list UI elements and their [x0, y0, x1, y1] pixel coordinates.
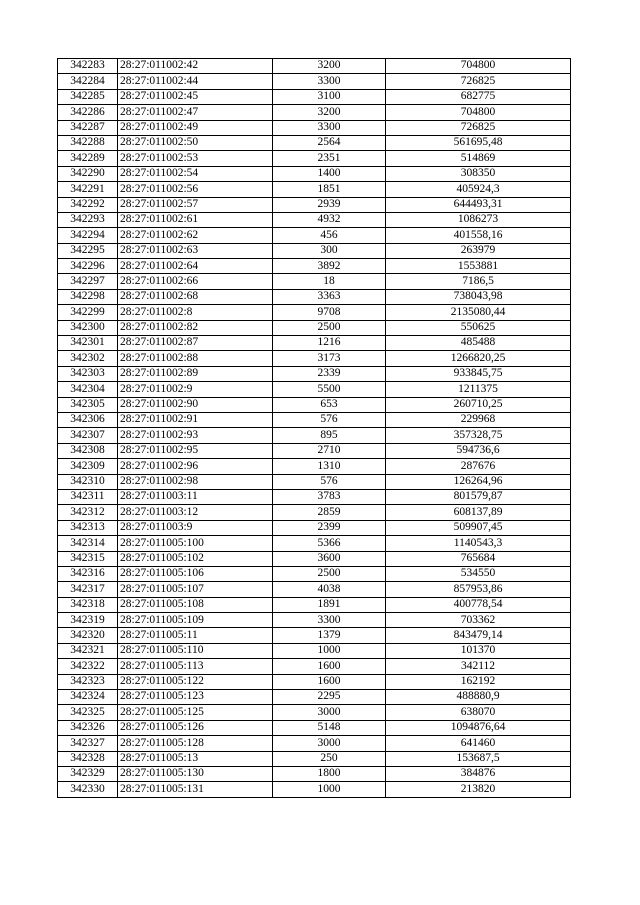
cadastral-number-cell: 28:27:011005:113 — [118, 659, 273, 674]
row-number-cell: 342309 — [58, 459, 118, 474]
row-number-cell: 342294 — [58, 228, 118, 243]
table-row — [58, 474, 571, 489]
cadastral-number-cell: 28:27:011005:108 — [118, 597, 273, 612]
row-number-cell: 342300 — [58, 320, 118, 335]
table-row — [58, 289, 571, 304]
cadastral-value-cell: 608137,89 — [386, 505, 571, 520]
cadastral-number-cell: 28:27:011002:50 — [118, 135, 273, 150]
table-row — [58, 166, 571, 181]
row-number-cell: 342318 — [58, 597, 118, 612]
area-cell: 1000 — [273, 782, 386, 797]
area-cell: 653 — [273, 397, 386, 412]
area-cell: 1400 — [273, 166, 386, 181]
row-number-cell: 342304 — [58, 382, 118, 397]
row-number-cell: 342327 — [58, 736, 118, 751]
table-row — [58, 613, 571, 628]
area-cell: 2859 — [273, 505, 386, 520]
cadastral-number-cell: 28:27:011005:123 — [118, 690, 273, 705]
table-row — [58, 89, 571, 104]
cadastral-value-cell: 126264,96 — [386, 474, 571, 489]
cadastral-number-cell: 28:27:011003:9 — [118, 520, 273, 535]
row-number-cell: 342298 — [58, 289, 118, 304]
area-cell: 3300 — [273, 613, 386, 628]
cadastral-number-cell: 28:27:011005:13 — [118, 751, 273, 766]
cadastral-value-cell: 933845,75 — [386, 366, 571, 381]
area-cell: 3173 — [273, 351, 386, 366]
area-cell: 300 — [273, 243, 386, 258]
area-cell: 1310 — [273, 459, 386, 474]
row-number-cell: 342288 — [58, 135, 118, 150]
table-row — [58, 336, 571, 351]
cadastral-number-cell: 28:27:011002:63 — [118, 243, 273, 258]
cadastral-number-cell: 28:27:011002:53 — [118, 151, 273, 166]
cadastral-number-cell: 28:27:011002:54 — [118, 166, 273, 181]
cadastral-number-cell: 28:27:011002:45 — [118, 89, 273, 104]
cadastral-value-cell: 287676 — [386, 459, 571, 474]
table-row — [58, 766, 571, 781]
table-row — [58, 551, 571, 566]
cadastral-number-cell: 28:27:011003:12 — [118, 505, 273, 520]
cadastral-value-cell: 1086273 — [386, 212, 571, 227]
area-cell: 3783 — [273, 489, 386, 504]
row-number-cell: 342317 — [58, 582, 118, 597]
table-row — [58, 628, 571, 643]
area-cell: 2351 — [273, 151, 386, 166]
table-row — [58, 197, 571, 212]
area-cell: 3600 — [273, 551, 386, 566]
cadastral-value-cell: 1140543,3 — [386, 536, 571, 551]
cadastral-number-cell: 28:27:011002:68 — [118, 289, 273, 304]
row-number-cell: 342289 — [58, 151, 118, 166]
cadastral-number-cell: 28:27:011005:125 — [118, 705, 273, 720]
cadastral-number-cell: 28:27:011005:106 — [118, 566, 273, 581]
cadastral-number-cell: 28:27:011005:126 — [118, 720, 273, 735]
row-number-cell: 342313 — [58, 520, 118, 535]
table-row — [58, 643, 571, 658]
cadastral-value-cell: 843479,14 — [386, 628, 571, 643]
area-cell: 2939 — [273, 197, 386, 212]
cadastral-value-cell: 638070 — [386, 705, 571, 720]
area-cell: 3200 — [273, 105, 386, 120]
cadastral-value-cell: 488880,9 — [386, 690, 571, 705]
row-number-cell: 342301 — [58, 336, 118, 351]
table-row — [58, 736, 571, 751]
table-row — [58, 74, 571, 89]
area-cell: 3000 — [273, 736, 386, 751]
table-row — [58, 659, 571, 674]
row-number-cell: 342292 — [58, 197, 118, 212]
area-cell: 3000 — [273, 705, 386, 720]
cadastral-value-cell: 405924,3 — [386, 182, 571, 197]
cadastral-value-cell: 704800 — [386, 105, 571, 120]
table-row — [58, 351, 571, 366]
cadastral-number-cell: 28:27:011002:89 — [118, 366, 273, 381]
row-number-cell: 342293 — [58, 212, 118, 227]
cadastral-value-cell: 561695,48 — [386, 135, 571, 150]
row-number-cell: 342286 — [58, 105, 118, 120]
row-number-cell: 342308 — [58, 443, 118, 458]
table-row — [58, 259, 571, 274]
cadastral-value-cell: 384876 — [386, 766, 571, 781]
area-cell: 1379 — [273, 628, 386, 643]
cadastral-number-cell: 28:27:011005:100 — [118, 536, 273, 551]
row-number-cell: 342311 — [58, 489, 118, 504]
table-row — [58, 382, 571, 397]
cadastral-value-cell: 1266820,25 — [386, 351, 571, 366]
table-row — [58, 536, 571, 551]
area-cell: 2500 — [273, 320, 386, 335]
row-number-cell: 342306 — [58, 412, 118, 427]
cadastral-number-cell: 28:27:011002:93 — [118, 428, 273, 443]
cadastral-value-cell: 400778,54 — [386, 597, 571, 612]
cadastral-value-cell: 550625 — [386, 320, 571, 335]
table-row — [58, 305, 571, 320]
cadastral-number-cell: 28:27:011002:47 — [118, 105, 273, 120]
area-cell: 250 — [273, 751, 386, 766]
area-cell: 2295 — [273, 690, 386, 705]
area-cell: 1600 — [273, 659, 386, 674]
cadastral-number-cell: 28:27:011002:82 — [118, 320, 273, 335]
row-number-cell: 342324 — [58, 690, 118, 705]
cadastral-number-cell: 28:27:011005:109 — [118, 613, 273, 628]
cadastral-number-cell: 28:27:011002:87 — [118, 336, 273, 351]
cadastral-number-cell: 28:27:011002:44 — [118, 74, 273, 89]
cadastral-value-cell: 401558,16 — [386, 228, 571, 243]
table-row — [58, 120, 571, 135]
table-row — [58, 182, 571, 197]
table-row — [58, 459, 571, 474]
table-row — [58, 489, 571, 504]
table-row — [58, 720, 571, 735]
row-number-cell: 342291 — [58, 182, 118, 197]
row-number-cell: 342302 — [58, 351, 118, 366]
area-cell: 3300 — [273, 120, 386, 135]
cadastral-number-cell: 28:27:011005:110 — [118, 643, 273, 658]
area-cell: 9708 — [273, 305, 386, 320]
table-row — [58, 274, 571, 289]
area-cell: 3100 — [273, 89, 386, 104]
cadastral-value-cell: 357328,75 — [386, 428, 571, 443]
row-number-cell: 342303 — [58, 366, 118, 381]
cadastral-number-cell: 28:27:011002:56 — [118, 182, 273, 197]
row-number-cell: 342312 — [58, 505, 118, 520]
cadastral-value-cell: 801579,87 — [386, 489, 571, 504]
cadastral-number-cell: 28:27:011002:66 — [118, 274, 273, 289]
cadastral-value-cell: 594736,6 — [386, 443, 571, 458]
table-row — [58, 505, 571, 520]
cadastral-number-cell: 28:27:011002:88 — [118, 351, 273, 366]
cadastral-value-cell: 2135080,44 — [386, 305, 571, 320]
row-number-cell: 342315 — [58, 551, 118, 566]
table-row — [58, 428, 571, 443]
row-number-cell: 342285 — [58, 89, 118, 104]
row-number-cell: 342284 — [58, 74, 118, 89]
row-number-cell: 342310 — [58, 474, 118, 489]
cadastral-number-cell: 28:27:011002:42 — [118, 59, 273, 74]
area-cell: 3200 — [273, 59, 386, 74]
row-number-cell: 342320 — [58, 628, 118, 643]
table-row — [58, 366, 571, 381]
cadastral-number-cell: 28:27:011002:8 — [118, 305, 273, 320]
area-cell: 2339 — [273, 366, 386, 381]
table-row — [58, 782, 571, 797]
cadastral-value-cell: 765684 — [386, 551, 571, 566]
area-cell: 1600 — [273, 674, 386, 689]
cadastral-number-cell: 28:27:011005:130 — [118, 766, 273, 781]
row-number-cell: 342296 — [58, 259, 118, 274]
cadastral-value-cell: 1553881 — [386, 259, 571, 274]
area-cell: 5366 — [273, 536, 386, 551]
row-number-cell: 342305 — [58, 397, 118, 412]
area-cell: 576 — [273, 412, 386, 427]
row-number-cell: 342321 — [58, 643, 118, 658]
area-cell: 2710 — [273, 443, 386, 458]
area-cell: 4932 — [273, 212, 386, 227]
table-body — [58, 59, 571, 798]
cadastral-number-cell: 28:27:011005:131 — [118, 782, 273, 797]
cadastral-value-cell: 514869 — [386, 151, 571, 166]
cadastral-number-cell: 28:27:011002:98 — [118, 474, 273, 489]
cadastral-value-cell: 641460 — [386, 736, 571, 751]
area-cell: 1800 — [273, 766, 386, 781]
row-number-cell: 342329 — [58, 766, 118, 781]
row-number-cell: 342322 — [58, 659, 118, 674]
cadastral-number-cell: 28:27:011002:64 — [118, 259, 273, 274]
row-number-cell: 342290 — [58, 166, 118, 181]
cadastral-value-cell: 260710,25 — [386, 397, 571, 412]
row-number-cell: 342323 — [58, 674, 118, 689]
table-row — [58, 228, 571, 243]
table-row — [58, 135, 571, 150]
area-cell: 1000 — [273, 643, 386, 658]
row-number-cell: 342287 — [58, 120, 118, 135]
cadastral-value-cell: 7186,5 — [386, 274, 571, 289]
table-row — [58, 151, 571, 166]
cadastral-number-cell: 28:27:011005:122 — [118, 674, 273, 689]
table-row — [58, 566, 571, 581]
table-row — [58, 412, 571, 427]
area-cell: 2564 — [273, 135, 386, 150]
area-cell: 456 — [273, 228, 386, 243]
cadastral-number-cell: 28:27:011002:49 — [118, 120, 273, 135]
table-row — [58, 582, 571, 597]
cadastral-value-cell: 726825 — [386, 74, 571, 89]
row-number-cell: 342330 — [58, 782, 118, 797]
table-row — [58, 105, 571, 120]
area-cell: 5148 — [273, 720, 386, 735]
cadastral-value-cell: 534550 — [386, 566, 571, 581]
area-cell: 1216 — [273, 336, 386, 351]
cadastral-number-cell: 28:27:011002:91 — [118, 412, 273, 427]
cadastral-value-cell: 213820 — [386, 782, 571, 797]
cadastral-number-cell: 28:27:011005:107 — [118, 582, 273, 597]
table-row — [58, 597, 571, 612]
table-row — [58, 212, 571, 227]
area-cell: 3363 — [273, 289, 386, 304]
cadastral-value-cell: 738043,98 — [386, 289, 571, 304]
cadastral-value-cell: 857953,86 — [386, 582, 571, 597]
table-row — [58, 751, 571, 766]
area-cell: 18 — [273, 274, 386, 289]
row-number-cell: 342316 — [58, 566, 118, 581]
table-row — [58, 520, 571, 535]
cadastral-value-cell: 1211375 — [386, 382, 571, 397]
row-number-cell: 342307 — [58, 428, 118, 443]
table-row — [58, 690, 571, 705]
row-number-cell: 342297 — [58, 274, 118, 289]
cadastral-value-cell: 263979 — [386, 243, 571, 258]
cadastral-value-cell: 726825 — [386, 120, 571, 135]
table-row — [58, 243, 571, 258]
row-number-cell: 342283 — [58, 59, 118, 74]
area-cell: 3300 — [273, 74, 386, 89]
area-cell: 4038 — [273, 582, 386, 597]
cadastral-number-cell: 28:27:011002:96 — [118, 459, 273, 474]
cadastral-value-cell: 101370 — [386, 643, 571, 658]
cadastral-value-cell: 308350 — [386, 166, 571, 181]
area-cell: 2500 — [273, 566, 386, 581]
row-number-cell: 342314 — [58, 536, 118, 551]
row-number-cell: 342299 — [58, 305, 118, 320]
cadastral-number-cell: 28:27:011002:61 — [118, 212, 273, 227]
cadastral-number-cell: 28:27:011005:11 — [118, 628, 273, 643]
area-cell: 5500 — [273, 382, 386, 397]
row-number-cell: 342319 — [58, 613, 118, 628]
area-cell: 895 — [273, 428, 386, 443]
table-row — [58, 674, 571, 689]
cadastral-number-cell: 28:27:011002:62 — [118, 228, 273, 243]
cadastral-value-cell: 509907,45 — [386, 520, 571, 535]
cadastral-value-cell: 342112 — [386, 659, 571, 674]
row-number-cell: 342326 — [58, 720, 118, 735]
cadastral-number-cell: 28:27:011005:128 — [118, 736, 273, 751]
table-row — [58, 397, 571, 412]
cadastral-value-cell: 644493,31 — [386, 197, 571, 212]
area-cell: 576 — [273, 474, 386, 489]
cadastral-value-cell: 704800 — [386, 59, 571, 74]
area-cell: 1851 — [273, 182, 386, 197]
row-number-cell: 342295 — [58, 243, 118, 258]
row-number-cell: 342328 — [58, 751, 118, 766]
cadastral-value-cell: 1094876,64 — [386, 720, 571, 735]
cadastral-number-cell: 28:27:011002:57 — [118, 197, 273, 212]
cadastral-value-cell: 162192 — [386, 674, 571, 689]
table-row — [58, 59, 571, 74]
table-row — [58, 320, 571, 335]
cadastral-value-cell: 682775 — [386, 89, 571, 104]
area-cell: 1891 — [273, 597, 386, 612]
cadastral-value-cell: 485488 — [386, 336, 571, 351]
area-cell: 3892 — [273, 259, 386, 274]
cadastral-number-cell: 28:27:011005:102 — [118, 551, 273, 566]
cadastral-value-cell: 153687,5 — [386, 751, 571, 766]
cadastral-value-cell: 229968 — [386, 412, 571, 427]
cadastral-number-cell: 28:27:011003:11 — [118, 489, 273, 504]
table-row — [58, 443, 571, 458]
area-cell: 2399 — [273, 520, 386, 535]
cadastral-number-cell: 28:27:011002:95 — [118, 443, 273, 458]
cadastral-value-cell: 703362 — [386, 613, 571, 628]
row-number-cell: 342325 — [58, 705, 118, 720]
table-row — [58, 705, 571, 720]
cadastral-number-cell: 28:27:011002:9 — [118, 382, 273, 397]
cadastral-number-cell: 28:27:011002:90 — [118, 397, 273, 412]
cadastral-value-table — [57, 58, 571, 798]
